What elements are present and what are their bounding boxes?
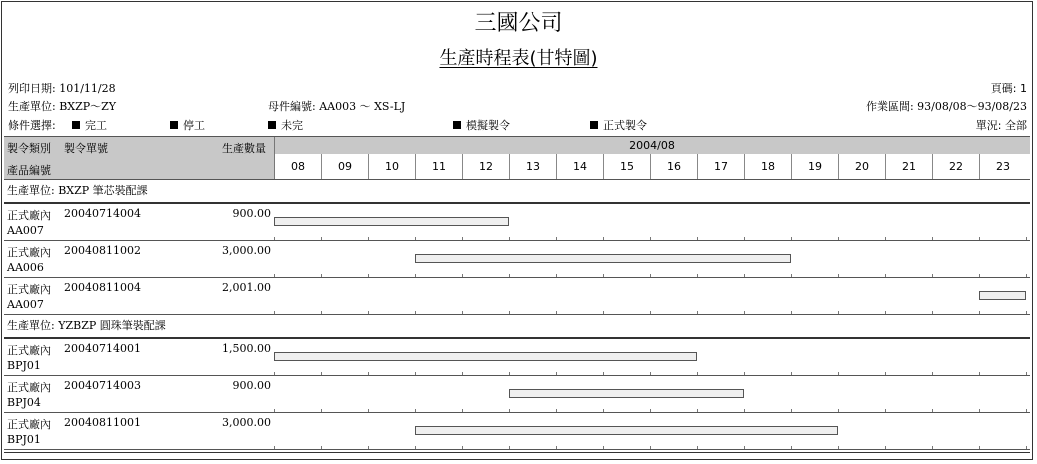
group-label: 生產單位: BXZP 筆芯裝配課 — [7, 184, 148, 197]
parent-part-range: 母件編號: AA003 ～ XS-LJ — [268, 100, 406, 113]
order-number: 20040714001 — [64, 342, 141, 355]
order-type: 正式廠內 — [7, 381, 51, 394]
condition-formal-label: 正式製令 — [603, 119, 647, 132]
production-unit-range: 生產單位: BXZP～ZY — [8, 100, 117, 113]
table-row — [4, 339, 1030, 376]
order-number: 20040811002 — [64, 244, 141, 257]
production-quantity: 900.00 — [232, 379, 271, 392]
group-label: 生產單位: YZBZP 圓珠筆裝配課 — [7, 319, 166, 332]
table-row — [4, 413, 1030, 450]
group-header — [4, 180, 1030, 204]
production-quantity: 3,000.00 — [222, 244, 271, 257]
day-cell: 17 — [697, 154, 744, 179]
gantt-bar — [415, 254, 791, 263]
condition-stopped — [170, 117, 205, 133]
group-header — [4, 315, 1030, 339]
header-order-type: 製令類別 — [7, 142, 51, 155]
day-scale — [274, 154, 1030, 179]
order-number: 20040811001 — [64, 416, 141, 429]
day-cell: 11 — [415, 154, 462, 179]
header-quantity: 生產數量 — [222, 142, 266, 155]
order-number: 20040714004 — [64, 207, 141, 220]
order-number: 20040714003 — [64, 379, 141, 392]
day-cell: 10 — [368, 154, 415, 179]
order-status: 單況: 全部 — [975, 119, 1027, 132]
day-cell: 15 — [603, 154, 650, 179]
header-order-no: 製令單號 — [64, 142, 108, 155]
condition-completed-label: 完工 — [85, 119, 107, 132]
order-type: 正式廠內 — [7, 344, 51, 357]
order-type: 正式廠內 — [7, 209, 51, 222]
table-row — [4, 376, 1030, 413]
order-type: 正式廠內 — [7, 283, 51, 296]
condition-unfinished-label: 未完 — [281, 119, 303, 132]
order-number: 20040811004 — [64, 281, 141, 294]
order-type: 正式廠內 — [7, 246, 51, 259]
condition-simulated — [453, 117, 510, 133]
day-cell: 13 — [509, 154, 556, 179]
page-number: 頁碼: 1 — [990, 82, 1027, 95]
gantt-bar — [274, 217, 509, 226]
gantt-bar — [509, 389, 744, 398]
day-cell: 19 — [791, 154, 838, 179]
work-period: 作業區間: 93/08/08～93/08/23 — [865, 100, 1027, 113]
header-month: 2004/08 — [629, 139, 675, 152]
report-title-text: 生產時程表(甘特圖) — [439, 48, 598, 69]
condition-simulated-label: 模擬製令 — [466, 119, 510, 132]
checkbox-square-icon — [590, 121, 598, 129]
gantt-bar — [979, 291, 1026, 300]
production-quantity: 1,500.00 — [222, 342, 271, 355]
day-cell: 22 — [932, 154, 979, 179]
day-cell: 21 — [885, 154, 932, 179]
product-number: AA007 — [7, 224, 44, 237]
gantt-bar — [274, 352, 697, 361]
production-quantity: 3,000.00 — [222, 416, 271, 429]
gantt-header — [4, 136, 1030, 180]
row-divider — [4, 449, 1030, 450]
gantt-bar — [415, 426, 838, 435]
day-cell: 20 — [838, 154, 885, 179]
header-product-no: 產品編號 — [7, 164, 51, 177]
table-row — [4, 241, 1030, 278]
product-number: BPJ01 — [7, 359, 41, 372]
condition-label: 條件選擇: — [8, 119, 56, 132]
condition-completed — [72, 117, 107, 133]
product-number: AA006 — [7, 261, 44, 274]
day-cell: 09 — [321, 154, 368, 179]
table-end-line — [4, 452, 1030, 453]
condition-formal — [590, 117, 647, 133]
checkbox-square-icon — [72, 121, 80, 129]
production-quantity: 2,001.00 — [222, 281, 271, 294]
condition-unfinished — [268, 117, 303, 133]
day-cell: 12 — [462, 154, 509, 179]
checkbox-square-icon — [170, 121, 178, 129]
print-date: 列印日期: 101/11/28 — [8, 82, 116, 95]
order-type: 正式廠內 — [7, 418, 51, 431]
table-row — [4, 278, 1030, 315]
checkbox-square-icon — [453, 121, 461, 129]
company-name: 三國公司 — [474, 11, 563, 36]
day-cell: 16 — [650, 154, 697, 179]
header-divider — [274, 137, 275, 179]
condition-stopped-label: 停工 — [183, 119, 205, 132]
checkbox-square-icon — [268, 121, 276, 129]
day-cell: 18 — [744, 154, 791, 179]
product-number: BPJ01 — [7, 433, 41, 446]
product-number: AA007 — [7, 298, 44, 311]
day-cell: 14 — [556, 154, 603, 179]
product-number: BPJ04 — [7, 396, 41, 409]
table-row — [4, 204, 1030, 241]
report-title — [0, 44, 1037, 70]
day-cell: 23 — [979, 154, 1026, 179]
day-cell: 08 — [274, 154, 321, 179]
production-quantity: 900.00 — [232, 207, 271, 220]
